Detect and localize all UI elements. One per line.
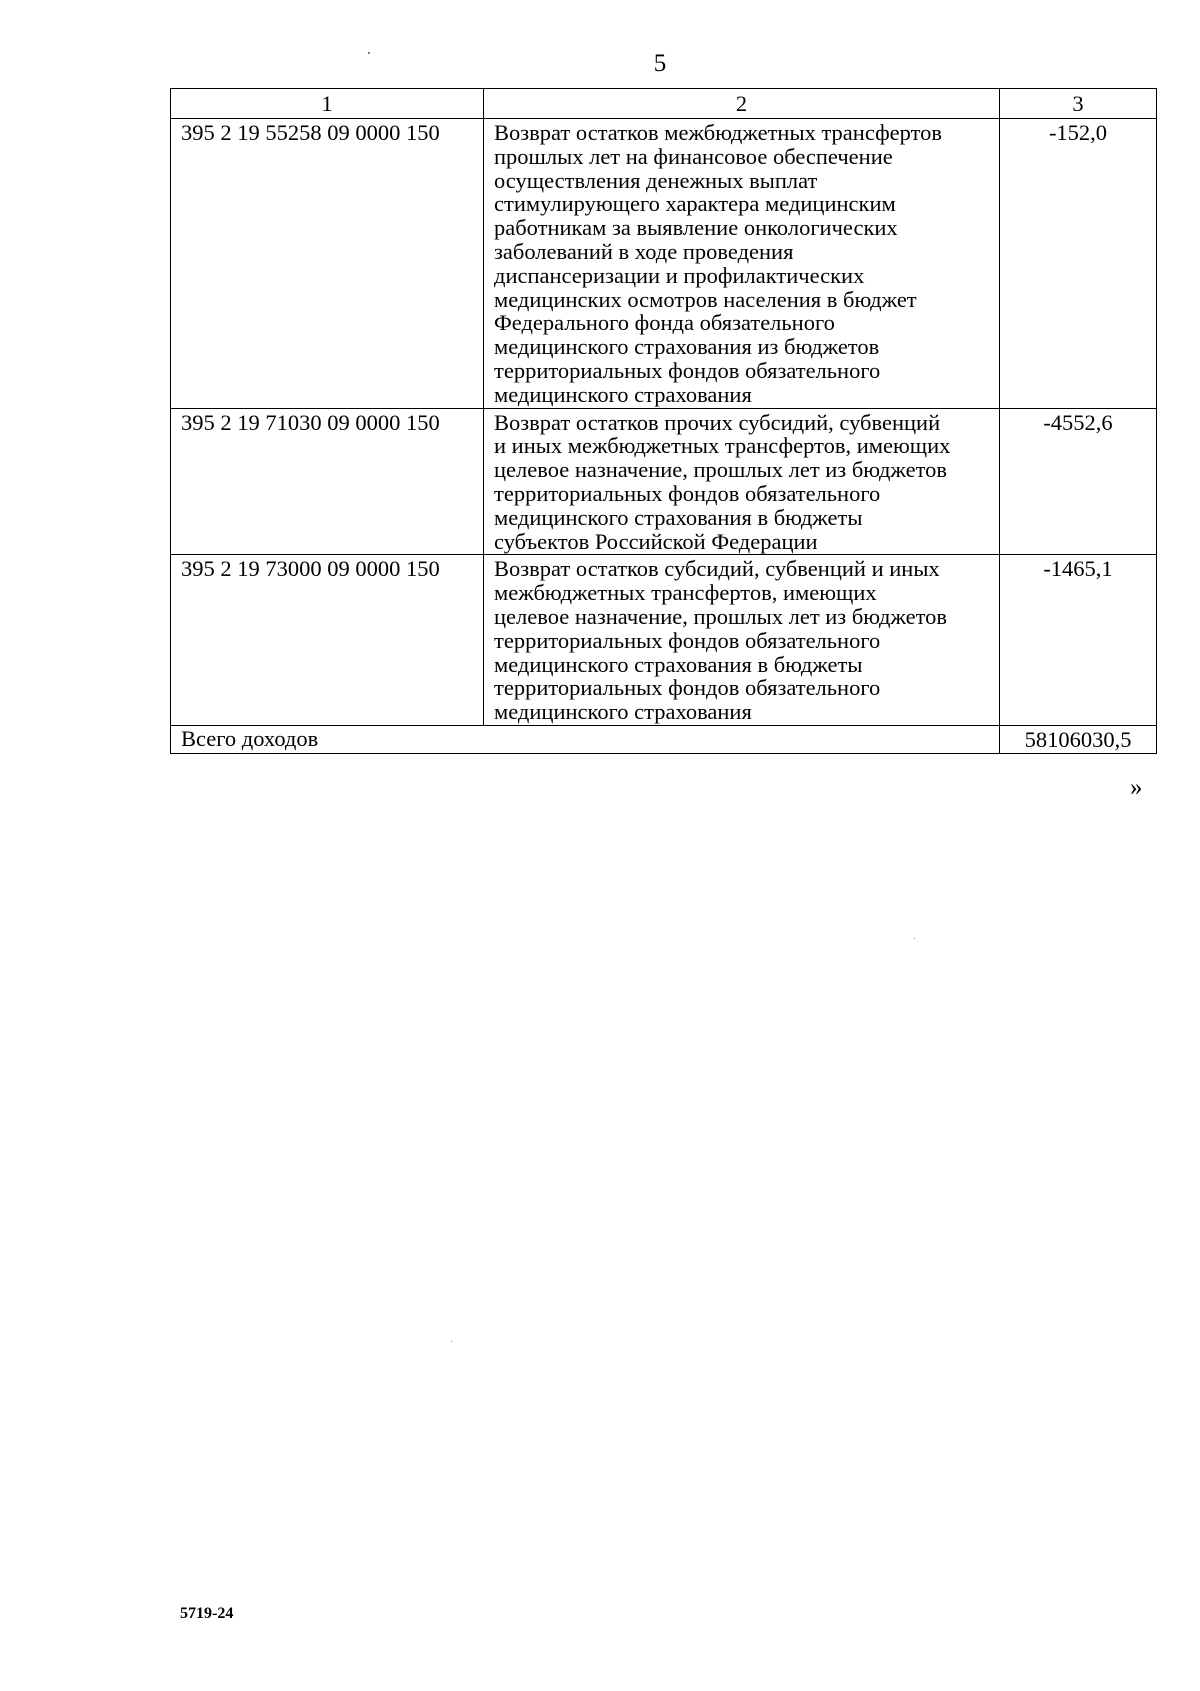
column-header-3: 3 — [1000, 89, 1157, 119]
description-line: медицинского страхования в бюджеты — [494, 504, 863, 530]
document-number: 5719-24 — [180, 1605, 234, 1622]
description-line: медицинского страхования в бюджеты — [494, 651, 863, 677]
description-line: медицинского страхования — [494, 699, 752, 725]
scan-speck — [914, 938, 915, 939]
description-line: прошлых лет на финансовое обеспечение — [494, 143, 893, 169]
description-line: межбюджетных трансфертов, имеющих — [494, 580, 877, 606]
table-header-row — [171, 89, 1157, 119]
scan-speck — [368, 52, 370, 54]
description-line: субъектов Российской Федерации — [494, 528, 818, 554]
description-line: Федерального фонда обязательного — [494, 310, 835, 336]
description-line: диспансеризации и профилактических — [494, 262, 865, 288]
closing-quote-mark: » — [1130, 774, 1143, 801]
description-line: территориальных фондов обязательного — [494, 480, 881, 506]
revenue-table — [170, 88, 1157, 754]
table-row — [171, 119, 1157, 409]
description-line: работникам за выявление онкологических — [494, 215, 898, 241]
description — [484, 408, 1000, 555]
budget-code: 395 2 19 71030 09 0000 150 — [171, 408, 484, 555]
page-number: 5 — [653, 50, 667, 77]
description-line: осуществления денежных выплат — [494, 167, 818, 193]
total-row — [171, 725, 1157, 753]
description-line: территориальных фондов обязательного — [494, 357, 881, 383]
description-line: медицинского страхования — [494, 381, 752, 407]
description-line: территориальных фондов обязательного — [494, 627, 881, 653]
description-line: целевое назначение, прошлых лет из бюджетов — [494, 457, 948, 483]
table-row — [171, 555, 1157, 726]
amount: -4552,6 — [1000, 408, 1157, 555]
description — [484, 555, 1000, 726]
description-line: территориальных фондов обязательного — [494, 675, 881, 701]
description-line: Возврат остатков прочих субсидий, субвенций — [494, 409, 941, 435]
budget-code: 395 2 19 73000 09 0000 150 — [171, 555, 484, 726]
description — [484, 119, 1000, 409]
description-line: заболеваний в ходе проведения — [494, 238, 794, 264]
description-line: медицинских осмотров населения в бюджет — [494, 286, 917, 312]
description-line: Возврат остатков межбюджетных трансфертов — [494, 120, 943, 145]
column-header-1: 1 — [171, 89, 484, 119]
description-line: Возврат остатков субсидий, субвенций и иных — [494, 556, 940, 582]
description-line: стимулирующего характера медицинским — [494, 191, 896, 217]
amount: -1465,1 — [1000, 555, 1157, 726]
table-row — [171, 408, 1157, 555]
description-line: целевое назначение, прошлых лет из бюджетов — [494, 603, 948, 629]
amount: -152,0 — [1000, 119, 1157, 409]
description-line: медицинского страхования из бюджетов — [494, 334, 880, 360]
scan-speck — [451, 1341, 452, 1342]
total-label: Всего доходов — [171, 725, 1000, 753]
description-line: и иных межбюджетных трансфертов, имеющих — [494, 433, 951, 459]
total-amount: 58106030,5 — [1000, 725, 1157, 753]
budget-code: 395 2 19 55258 09 0000 150 — [171, 119, 484, 409]
column-header-2: 2 — [484, 89, 1000, 119]
